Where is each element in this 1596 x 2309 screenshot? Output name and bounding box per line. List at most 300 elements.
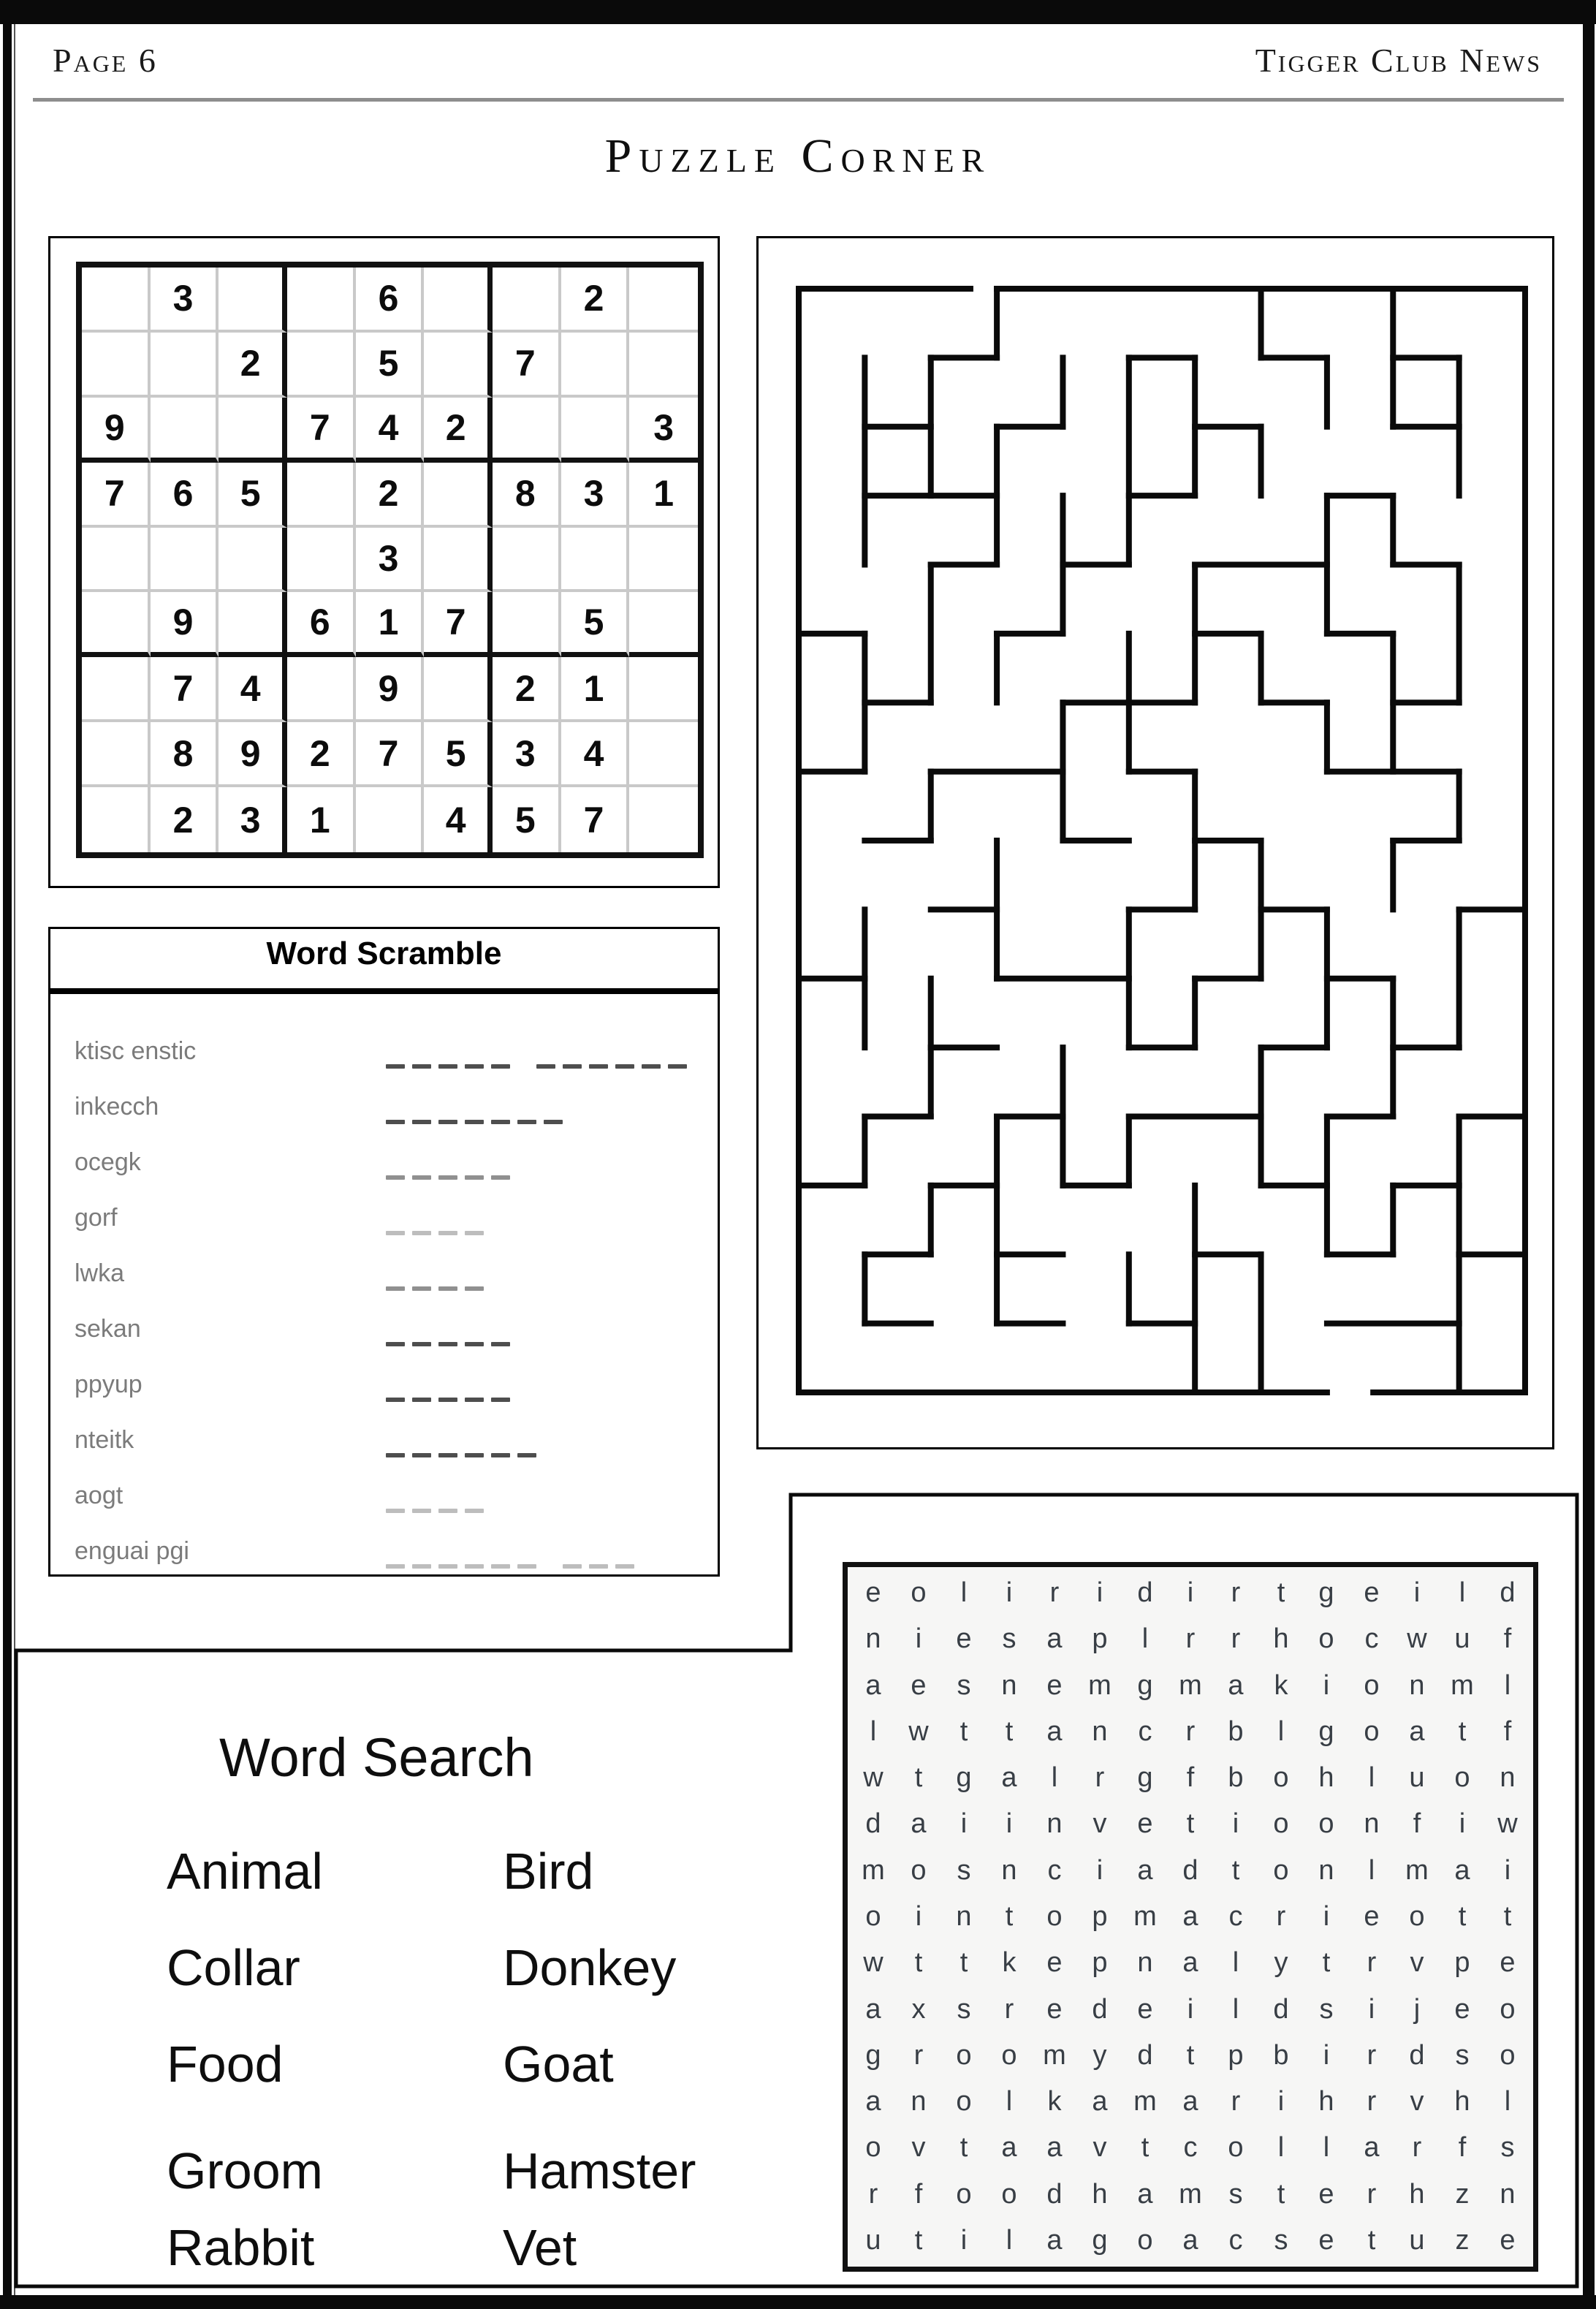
- word-search-letter: w: [863, 1947, 884, 1979]
- blank-group: [386, 1170, 517, 1183]
- word-search-letter: r: [868, 2178, 878, 2210]
- word-search-letter: n: [1500, 2178, 1516, 2210]
- word-search-letter: l: [1232, 1993, 1239, 2025]
- scramble-row: [48, 1083, 720, 1138]
- word-search-letter: f: [1503, 1715, 1512, 1747]
- sudoku-cell: [151, 528, 219, 593]
- blank-group: [386, 1059, 517, 1072]
- word-scramble-title: Word Scramble: [266, 936, 502, 971]
- word-search-letter: n: [1500, 1762, 1516, 1794]
- word-search-letter: n: [1137, 1947, 1153, 1979]
- word-search-letter: g: [956, 1762, 972, 1794]
- word-search-letter: c: [1364, 1623, 1379, 1655]
- word-search-letter: l: [1232, 1947, 1239, 1979]
- word-search-letter: s: [957, 1993, 971, 2025]
- scramble-word: ppyup: [75, 1370, 142, 1398]
- word-search-letter: a: [1001, 2132, 1017, 2164]
- word-search-letter: f: [1503, 1623, 1512, 1655]
- sudoku-cell: 7: [287, 398, 356, 463]
- word-search-letter: i: [960, 2224, 968, 2256]
- sudoku-cell: 4: [424, 787, 493, 852]
- word-search-word: Collar: [167, 1939, 300, 1996]
- word-search-letter: m: [1179, 2178, 1202, 2210]
- word-search-letter: j: [1413, 1993, 1421, 2025]
- sudoku-cell: 3: [151, 268, 219, 333]
- sudoku-cell: 3: [629, 398, 698, 463]
- sudoku-cell: [629, 592, 698, 657]
- word-search-letter: o: [1137, 2224, 1153, 2256]
- word-search-letter: i: [1187, 1993, 1194, 2025]
- scramble-row: [48, 1360, 720, 1416]
- sudoku-cell: [561, 398, 630, 463]
- word-search-letter: r: [1231, 1577, 1241, 1609]
- sudoku-cell: 5: [493, 787, 561, 852]
- word-search-letter: a: [1409, 1715, 1425, 1747]
- word-search-letter: l: [960, 1577, 968, 1609]
- blank-group: [386, 1115, 570, 1128]
- scramble-word: lwka: [75, 1259, 125, 1287]
- word-search-letter: s: [1228, 2178, 1243, 2210]
- blank-group: [386, 1448, 544, 1461]
- sudoku-cell: 3: [218, 787, 287, 852]
- word-search-letter: n: [1409, 1669, 1425, 1701]
- word-search-letter: e: [1318, 2178, 1334, 2210]
- scramble-row: [48, 1138, 720, 1194]
- word-search-letter: a: [1137, 2178, 1153, 2210]
- sudoku-cell: [629, 528, 698, 593]
- sudoku-cell: 7: [493, 333, 561, 398]
- word-search-letter: o: [1364, 1669, 1380, 1701]
- sudoku-cell: 1: [287, 787, 356, 852]
- sudoku-cell: [424, 657, 493, 722]
- word-search-letter: a: [1182, 2224, 1198, 2256]
- scramble-row: [48, 1416, 720, 1471]
- blank-dash: [465, 1064, 484, 1069]
- word-search-letter: a: [865, 2086, 881, 2117]
- scramble-blanks: [386, 1115, 589, 1128]
- word-search-letter: d: [1137, 1577, 1153, 1609]
- blank-dash: [386, 1342, 405, 1346]
- word-search-letter: l: [1277, 2132, 1285, 2164]
- word-search-letter: z: [1455, 2224, 1470, 2256]
- word-search-letter: t: [1186, 2039, 1195, 2071]
- sudoku-cell: [561, 333, 630, 398]
- sudoku-cell: [82, 657, 151, 722]
- word-search-letter: o: [956, 2039, 972, 2071]
- word-search-letter: d: [1137, 2039, 1153, 2071]
- word-search-letter: r: [1185, 1623, 1196, 1655]
- word-search-letter: t: [1322, 1947, 1331, 1979]
- word-search-letter: s: [1002, 1623, 1016, 1655]
- blank-dash: [386, 1398, 405, 1402]
- word-search-letter: e: [1364, 1577, 1380, 1609]
- scramble-word: nteitk: [75, 1426, 134, 1454]
- sudoku-cell: 9: [218, 722, 287, 787]
- word-search-letter: p: [1092, 1900, 1108, 1932]
- word-search-letter: e: [1454, 1993, 1470, 2025]
- word-search-letter: a: [1364, 2132, 1380, 2164]
- word-search-letter: n: [911, 2086, 927, 2117]
- blank-dash: [465, 1342, 484, 1346]
- word-search-letter: o: [1318, 1623, 1334, 1655]
- blank-dash: [386, 1231, 405, 1235]
- sudoku-cell: [287, 528, 356, 593]
- word-search-letter: i: [915, 1900, 922, 1932]
- scramble-row: [48, 1249, 720, 1305]
- word-search-letter: e: [956, 1623, 972, 1655]
- sudoku-cell: [151, 398, 219, 463]
- word-search-letter: o: [1318, 1808, 1334, 1840]
- word-search-letter: e: [1318, 2224, 1334, 2256]
- word-search-letter: a: [865, 1993, 881, 2025]
- sudoku-cell: 5: [424, 722, 493, 787]
- word-search-letter: s: [957, 1669, 971, 1701]
- word-search-letter: r: [1367, 2039, 1377, 2071]
- sudoku-cell: 4: [356, 398, 425, 463]
- word-search-letter: e: [1500, 1947, 1516, 1979]
- word-search-word: Bird: [503, 1843, 594, 1900]
- word-search-letter: a: [1046, 1715, 1063, 1747]
- blank-dash: [465, 1175, 484, 1180]
- sudoku-cell: [424, 333, 493, 398]
- blank-dash: [642, 1064, 661, 1069]
- word-search-letter: o: [1454, 1762, 1470, 1794]
- word-search-letter: v: [1092, 2132, 1107, 2164]
- blank-group: [536, 1059, 694, 1072]
- word-search-word: Donkey: [503, 1939, 677, 1996]
- word-search-letter: v: [1410, 2086, 1424, 2117]
- word-search-letter: p: [1228, 2039, 1244, 2071]
- word-search-letter: k: [1047, 2086, 1062, 2117]
- word-search-letter: m: [1179, 1669, 1202, 1701]
- word-search-letter: o: [911, 1854, 927, 1886]
- word-search-letter: h: [1318, 1762, 1334, 1794]
- word-search-letter: e: [1046, 1947, 1063, 1979]
- word-search-letter: o: [1046, 1900, 1063, 1932]
- sudoku-cell: 6: [151, 463, 219, 528]
- word-search-letter: i: [1459, 1808, 1466, 1840]
- header-rule: [33, 98, 1564, 102]
- word-search-letter: c: [1228, 2224, 1243, 2256]
- word-search-letter: t: [1458, 1900, 1467, 1932]
- word-search-letter: i: [1187, 1577, 1194, 1609]
- word-search-letter: r: [1004, 1993, 1014, 2025]
- word-search-letter: n: [1092, 1715, 1108, 1747]
- blank-dash: [465, 1120, 484, 1124]
- sudoku-cell: 9: [151, 592, 219, 657]
- word-search-letter: r: [1367, 2178, 1377, 2210]
- sudoku-cell: [82, 722, 151, 787]
- sudoku-cell: 1: [356, 592, 425, 657]
- scramble-row: [48, 1027, 720, 1083]
- word-search-letter: i: [1413, 1577, 1421, 1609]
- word-search-letter: a: [1092, 2086, 1108, 2117]
- word-search-letter: t: [914, 1947, 923, 1979]
- blank-dash: [536, 1064, 555, 1069]
- blank-dash: [412, 1453, 431, 1457]
- word-search-letter: l: [1051, 1762, 1058, 1794]
- word-search-letter: n: [1001, 1669, 1017, 1701]
- word-search-letter: i: [1504, 1854, 1511, 1886]
- word-search-letter: m: [1133, 2086, 1157, 2117]
- blank-dash: [412, 1286, 431, 1291]
- sudoku-cell: [82, 787, 151, 852]
- word-search-letter: l: [870, 1715, 877, 1747]
- maze-drawing: [795, 285, 1529, 1396]
- blank-dash: [491, 1342, 510, 1346]
- sudoku-cell: 2: [218, 333, 287, 398]
- word-search-letter: o: [911, 1577, 927, 1609]
- word-search-letter: c: [1228, 1900, 1243, 1932]
- word-search-letter: c: [1183, 2132, 1198, 2164]
- blank-dash: [412, 1120, 431, 1124]
- word-search-letter: p: [1454, 1947, 1470, 1979]
- word-search-letter: n: [956, 1900, 972, 1932]
- blank-dash: [544, 1120, 563, 1124]
- word-search-letter: t: [1367, 2224, 1376, 2256]
- blank-dash: [517, 1453, 536, 1457]
- word-search-letter: r: [1367, 1947, 1377, 1979]
- word-search-letter: o: [1001, 2178, 1017, 2210]
- sudoku-cell: 3: [356, 528, 425, 593]
- word-search-letter: e: [865, 1577, 881, 1609]
- word-search-letter: y: [1274, 1947, 1288, 1979]
- word-search-letter: h: [1454, 2086, 1470, 2117]
- blank-dash: [491, 1175, 510, 1180]
- word-search-word: Food: [167, 2036, 284, 2093]
- word-search-letter: t: [1186, 1808, 1195, 1840]
- word-search-letter: a: [1001, 1762, 1017, 1794]
- word-search-letter: o: [1273, 1854, 1289, 1886]
- word-search-word: Hamster: [503, 2142, 696, 2199]
- blank-dash: [386, 1453, 405, 1457]
- word-scramble-list: [48, 927, 720, 1572]
- word-search-letter: h: [1273, 1623, 1289, 1655]
- sudoku-cell: 9: [82, 398, 151, 463]
- sudoku-cell: 8: [493, 463, 561, 528]
- header-page-number: Page 6: [53, 42, 158, 79]
- word-search-letter: i: [960, 1808, 968, 1840]
- word-search-letter: l: [1368, 1854, 1375, 1886]
- header-newsletter-title: Tigger Club News: [1255, 42, 1542, 79]
- word-search-letter: d: [1046, 2178, 1063, 2210]
- scramble-blanks: [386, 1170, 536, 1183]
- sudoku-cell: [82, 333, 151, 398]
- word-search-letter: e: [1500, 2224, 1516, 2256]
- scramble-word: inkecch: [75, 1093, 159, 1121]
- word-search-letter: p: [1092, 1623, 1108, 1655]
- word-search-letter: t: [1231, 1854, 1240, 1886]
- page-top-border: [0, 0, 1596, 24]
- blank-group: [386, 1281, 491, 1294]
- blank-dash: [491, 1120, 510, 1124]
- word-search-letter: g: [1318, 1715, 1334, 1747]
- sudoku-cell: [82, 268, 151, 333]
- word-search-letter: a: [1182, 2086, 1198, 2117]
- sudoku-cell: 8: [151, 722, 219, 787]
- blank-dash: [386, 1286, 405, 1291]
- word-search-letter: r: [1095, 1762, 1105, 1794]
- sudoku-cell: 7: [82, 463, 151, 528]
- sudoku-cell: [629, 268, 698, 333]
- word-search-letter: t: [1458, 1715, 1467, 1747]
- blank-dash: [589, 1064, 608, 1069]
- word-search-letter: s: [1319, 1993, 1334, 2025]
- word-search-letter: g: [1092, 2224, 1108, 2256]
- sudoku-cell: [629, 722, 698, 787]
- blank-dash: [465, 1398, 484, 1402]
- word-search-letter: f: [914, 2178, 923, 2210]
- sudoku-cell: 7: [424, 592, 493, 657]
- word-search-letter: e: [1046, 1669, 1063, 1701]
- word-search-letter: o: [1273, 1808, 1289, 1840]
- word-search-letter: o: [1500, 2039, 1516, 2071]
- word-search-letter: z: [1455, 2178, 1470, 2210]
- word-search-letter: p: [1092, 1947, 1108, 1979]
- blank-dash: [465, 1286, 484, 1291]
- sudoku-cell: [218, 592, 287, 657]
- word-search-letter: r: [1231, 2086, 1241, 2117]
- sudoku-grid: [76, 262, 704, 858]
- word-search-letter: u: [865, 2224, 881, 2256]
- word-search-letter: a: [1182, 1947, 1198, 1979]
- word-search-letter: r: [1231, 1623, 1241, 1655]
- word-search-letter: s: [1500, 2132, 1515, 2164]
- sudoku-cell: 1: [629, 463, 698, 528]
- blank-dash: [438, 1342, 457, 1346]
- word-search-letter: n: [1318, 1854, 1334, 1886]
- word-search-letter: n: [1001, 1854, 1017, 1886]
- word-search-letter: d: [1273, 1993, 1289, 2025]
- word-search-letter: i: [1006, 1808, 1013, 1840]
- word-search-letter: t: [1503, 1900, 1512, 1932]
- sudoku-cell: 2: [561, 268, 630, 333]
- word-search-letter: l: [1141, 1623, 1149, 1655]
- word-search-letter: i: [1277, 2086, 1285, 2117]
- sudoku-cell: [151, 333, 219, 398]
- sudoku-cell: 7: [151, 657, 219, 722]
- word-search-letter: r: [1276, 1900, 1286, 1932]
- word-search-letter: t: [914, 1762, 923, 1794]
- blank-dash: [438, 1064, 457, 1069]
- sudoku-cell: [287, 463, 356, 528]
- blank-dash: [438, 1453, 457, 1457]
- word-search-letter: t: [1277, 2178, 1285, 2210]
- word-search-letter: r: [1049, 1577, 1060, 1609]
- word-search-letter: b: [1228, 1715, 1244, 1747]
- word-search-letter: h: [1318, 2086, 1334, 2117]
- word-search-letter: n: [1364, 1808, 1380, 1840]
- blank-dash: [412, 1342, 431, 1346]
- sudoku-cell: [629, 333, 698, 398]
- scramble-row: [48, 1305, 720, 1360]
- word-search-letter: i: [1323, 1669, 1330, 1701]
- word-search-letter: l: [1504, 2086, 1511, 2117]
- blank-dash: [668, 1064, 687, 1069]
- word-search-letter: w: [908, 1715, 929, 1747]
- word-search-letter: e: [1046, 1993, 1063, 2025]
- word-search-letter: t: [1005, 1715, 1014, 1747]
- blank-group: [386, 1337, 517, 1350]
- sudoku-cell: 4: [218, 657, 287, 722]
- sudoku-cell: 3: [493, 722, 561, 787]
- word-search-letter: f: [1186, 1762, 1195, 1794]
- word-search-letter: h: [1409, 2178, 1425, 2210]
- word-search-letter: m: [1133, 1900, 1157, 1932]
- word-search-letter: g: [865, 2039, 881, 2071]
- word-search-letter: u: [1409, 2224, 1425, 2256]
- word-search-letter: k: [1274, 1669, 1288, 1701]
- blank-dash: [386, 1175, 405, 1180]
- word-search-letter: s: [957, 1854, 971, 1886]
- blank-dash: [412, 1064, 431, 1069]
- sudoku-cell: [629, 657, 698, 722]
- word-search-letter: r: [1412, 2132, 1422, 2164]
- sudoku-cell: [493, 268, 561, 333]
- blank-dash: [438, 1231, 457, 1235]
- scramble-word: ktisc enstic: [75, 1037, 197, 1065]
- sudoku-cell: 2: [356, 463, 425, 528]
- blank-dash: [615, 1064, 634, 1069]
- word-search-letter: a: [865, 1669, 881, 1701]
- sudoku-cell: 4: [561, 722, 630, 787]
- word-search-letter: o: [1409, 1900, 1425, 1932]
- word-search-letter: s: [1274, 2224, 1288, 2256]
- word-search-letter: a: [1137, 1854, 1153, 1886]
- scramble-blanks: [386, 1392, 536, 1406]
- word-search-letter: o: [1001, 2039, 1017, 2071]
- word-search-letter: a: [1228, 1669, 1244, 1701]
- word-search-letter: i: [1006, 1577, 1013, 1609]
- sudoku-cell: 2: [151, 787, 219, 852]
- sudoku-cell: 2: [287, 722, 356, 787]
- word-search-word: Vet: [503, 2219, 577, 2276]
- word-search-letter: o: [1364, 1715, 1380, 1747]
- word-search-letter: l: [1323, 2132, 1330, 2164]
- blank-dash: [412, 1398, 431, 1402]
- sudoku-cell: 3: [561, 463, 630, 528]
- word-search-letter: l: [1277, 1715, 1285, 1747]
- word-search-letter-grid: [851, 1570, 1530, 2264]
- blank-dash: [491, 1064, 510, 1069]
- word-search-letter: e: [1137, 1993, 1153, 2025]
- sudoku-cell: 5: [218, 463, 287, 528]
- word-search-letter: g: [1137, 1762, 1153, 1794]
- scramble-row: [48, 1194, 720, 1249]
- sudoku-cell: [424, 463, 493, 528]
- blank-dash: [438, 1286, 457, 1291]
- word-search-letter: r: [913, 2039, 924, 2071]
- sudoku-cell: [82, 592, 151, 657]
- blank-dash: [465, 1453, 484, 1457]
- word-search-letter: s: [1455, 2039, 1470, 2071]
- sudoku-cell: 5: [561, 592, 630, 657]
- word-search-word: Goat: [503, 2036, 614, 2093]
- word-search-letter: u: [1409, 1762, 1425, 1794]
- sudoku-cell: 1: [561, 657, 630, 722]
- word-search-letter: d: [1500, 1577, 1516, 1609]
- blank-dash: [491, 1398, 510, 1402]
- word-search-letter: n: [1046, 1808, 1063, 1840]
- sudoku-cell: [218, 528, 287, 593]
- word-search-word: Rabbit: [167, 2219, 315, 2276]
- blank-dash: [386, 1064, 405, 1069]
- word-search-letter: i: [1096, 1854, 1103, 1886]
- word-search-letter: o: [865, 2132, 881, 2164]
- sudoku-cell: [356, 787, 425, 852]
- scramble-word: ocegk: [75, 1148, 141, 1176]
- sudoku-cell: [218, 398, 287, 463]
